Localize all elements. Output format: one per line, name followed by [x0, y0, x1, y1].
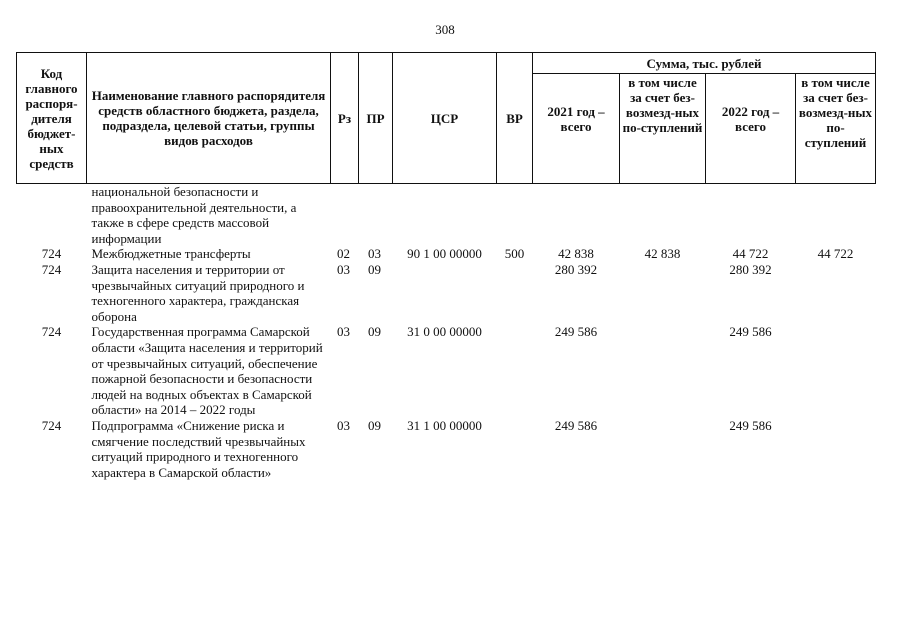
row-name: Подпрограмма «Снижение риска и смягчение последствий чрезвычайных ситуаций природного и техногенного характера в Самарской области»: [91, 417, 306, 480]
row-sum-2021-free: [620, 418, 706, 480]
row-vr: 500: [504, 246, 525, 262]
row-name: Государственная программа Самарской области «Защита населения и территорий от чрезвычайных ситуаций, обеспечение пожарной безопасности и безопасности людей на водных объектах в Самарской области» на 2014 – 2022 годы: [91, 324, 323, 418]
header-pr: ПР: [359, 53, 393, 184]
row-sum-2021: [533, 184, 620, 247]
row-code: 724: [41, 324, 62, 340]
row-csr: [393, 262, 497, 324]
row-pr: [359, 184, 393, 247]
row-rz: 03: [337, 417, 350, 433]
row-sum-2022: 249 586: [729, 324, 772, 340]
budget-table: [16, 52, 876, 480]
table-row: [17, 324, 876, 418]
row-code: 724: [41, 417, 62, 433]
row-name: Защита населения и территории от чрезвычайных ситуаций природного и техногенного характера, гражданская оборона: [91, 261, 305, 324]
row-sum-2022: 280 392: [729, 261, 772, 277]
table-row: [17, 262, 876, 324]
row-sum-2021: 42 838: [558, 246, 594, 262]
header-sum-title: Сумма, тыс. рублей: [533, 53, 876, 74]
header-2021-total: 2021 год – всего: [533, 74, 620, 184]
row-sum-2022-free: [796, 262, 876, 324]
row-sum-2022: 249 586: [729, 417, 772, 433]
row-vr: [497, 184, 533, 247]
table-row: [17, 184, 876, 247]
row-csr: 31 0 00 00000: [407, 324, 482, 340]
row-code: 724: [41, 246, 62, 262]
row-sum-2021-free: [620, 184, 706, 247]
row-pr: 09: [368, 417, 381, 433]
header-code: Код главного распоря-дителя бюджет-ных средств: [17, 53, 87, 184]
table-row: [17, 246, 876, 262]
row-sum-2021-free: [620, 262, 706, 324]
row-csr: [393, 184, 497, 247]
row-sum-2022: [706, 184, 796, 247]
table-body: [17, 184, 876, 481]
header-2022-free: в том числе за счет без-возмезд-ных по-ступлений: [796, 74, 876, 184]
row-vr: [497, 324, 533, 418]
header-2022-total: 2022 год – всего: [706, 74, 796, 184]
row-csr: 90 1 00 00000: [407, 246, 482, 262]
header-csr: ЦСР: [393, 53, 497, 184]
row-code: [17, 184, 87, 247]
row-code: 724: [41, 261, 62, 277]
row-name: национальной безопасности и правоохранительной деятельности, а также в сфере средств массовой информации: [91, 184, 297, 246]
row-rz: [331, 184, 359, 247]
header-vr: ВР: [497, 53, 533, 184]
table-header: [17, 53, 876, 184]
table-row: [17, 418, 876, 480]
row-sum-2022-free: [796, 324, 876, 418]
row-sum-2021-free: 42 838: [644, 246, 681, 262]
row-sum-2022-free: 44 722: [817, 246, 854, 262]
row-rz: 03: [337, 324, 350, 340]
row-pr: 09: [368, 261, 381, 277]
row-sum-2021-free: [620, 324, 706, 418]
row-vr: [497, 262, 533, 324]
row-rz: 02: [337, 246, 350, 262]
row-sum-2022-free: [796, 418, 876, 480]
row-rz: 03: [337, 261, 350, 277]
row-pr: 03: [368, 246, 381, 262]
row-csr: 31 1 00 00000: [407, 417, 482, 433]
row-sum-2022: 44 722: [732, 246, 769, 262]
row-sum-2022-free: [796, 184, 876, 247]
header-2021-free: в том числе за счет без-возмезд-ных по-ступлений: [620, 74, 706, 184]
row-vr: [497, 418, 533, 480]
row-pr: 09: [368, 324, 381, 340]
row-name: Межбюджетные трансферты: [91, 246, 251, 262]
row-sum-2021: 249 586: [554, 324, 598, 340]
header-name: Наименование главного распорядителя средств областного бюджета, раздела, подраздела, целевой статьи, группы видов расходов: [87, 53, 331, 184]
row-sum-2021: 249 586: [554, 417, 598, 433]
page-number: 308: [435, 22, 455, 37]
row-sum-2021: 280 392: [554, 261, 598, 277]
header-rz: Рз: [331, 53, 359, 184]
